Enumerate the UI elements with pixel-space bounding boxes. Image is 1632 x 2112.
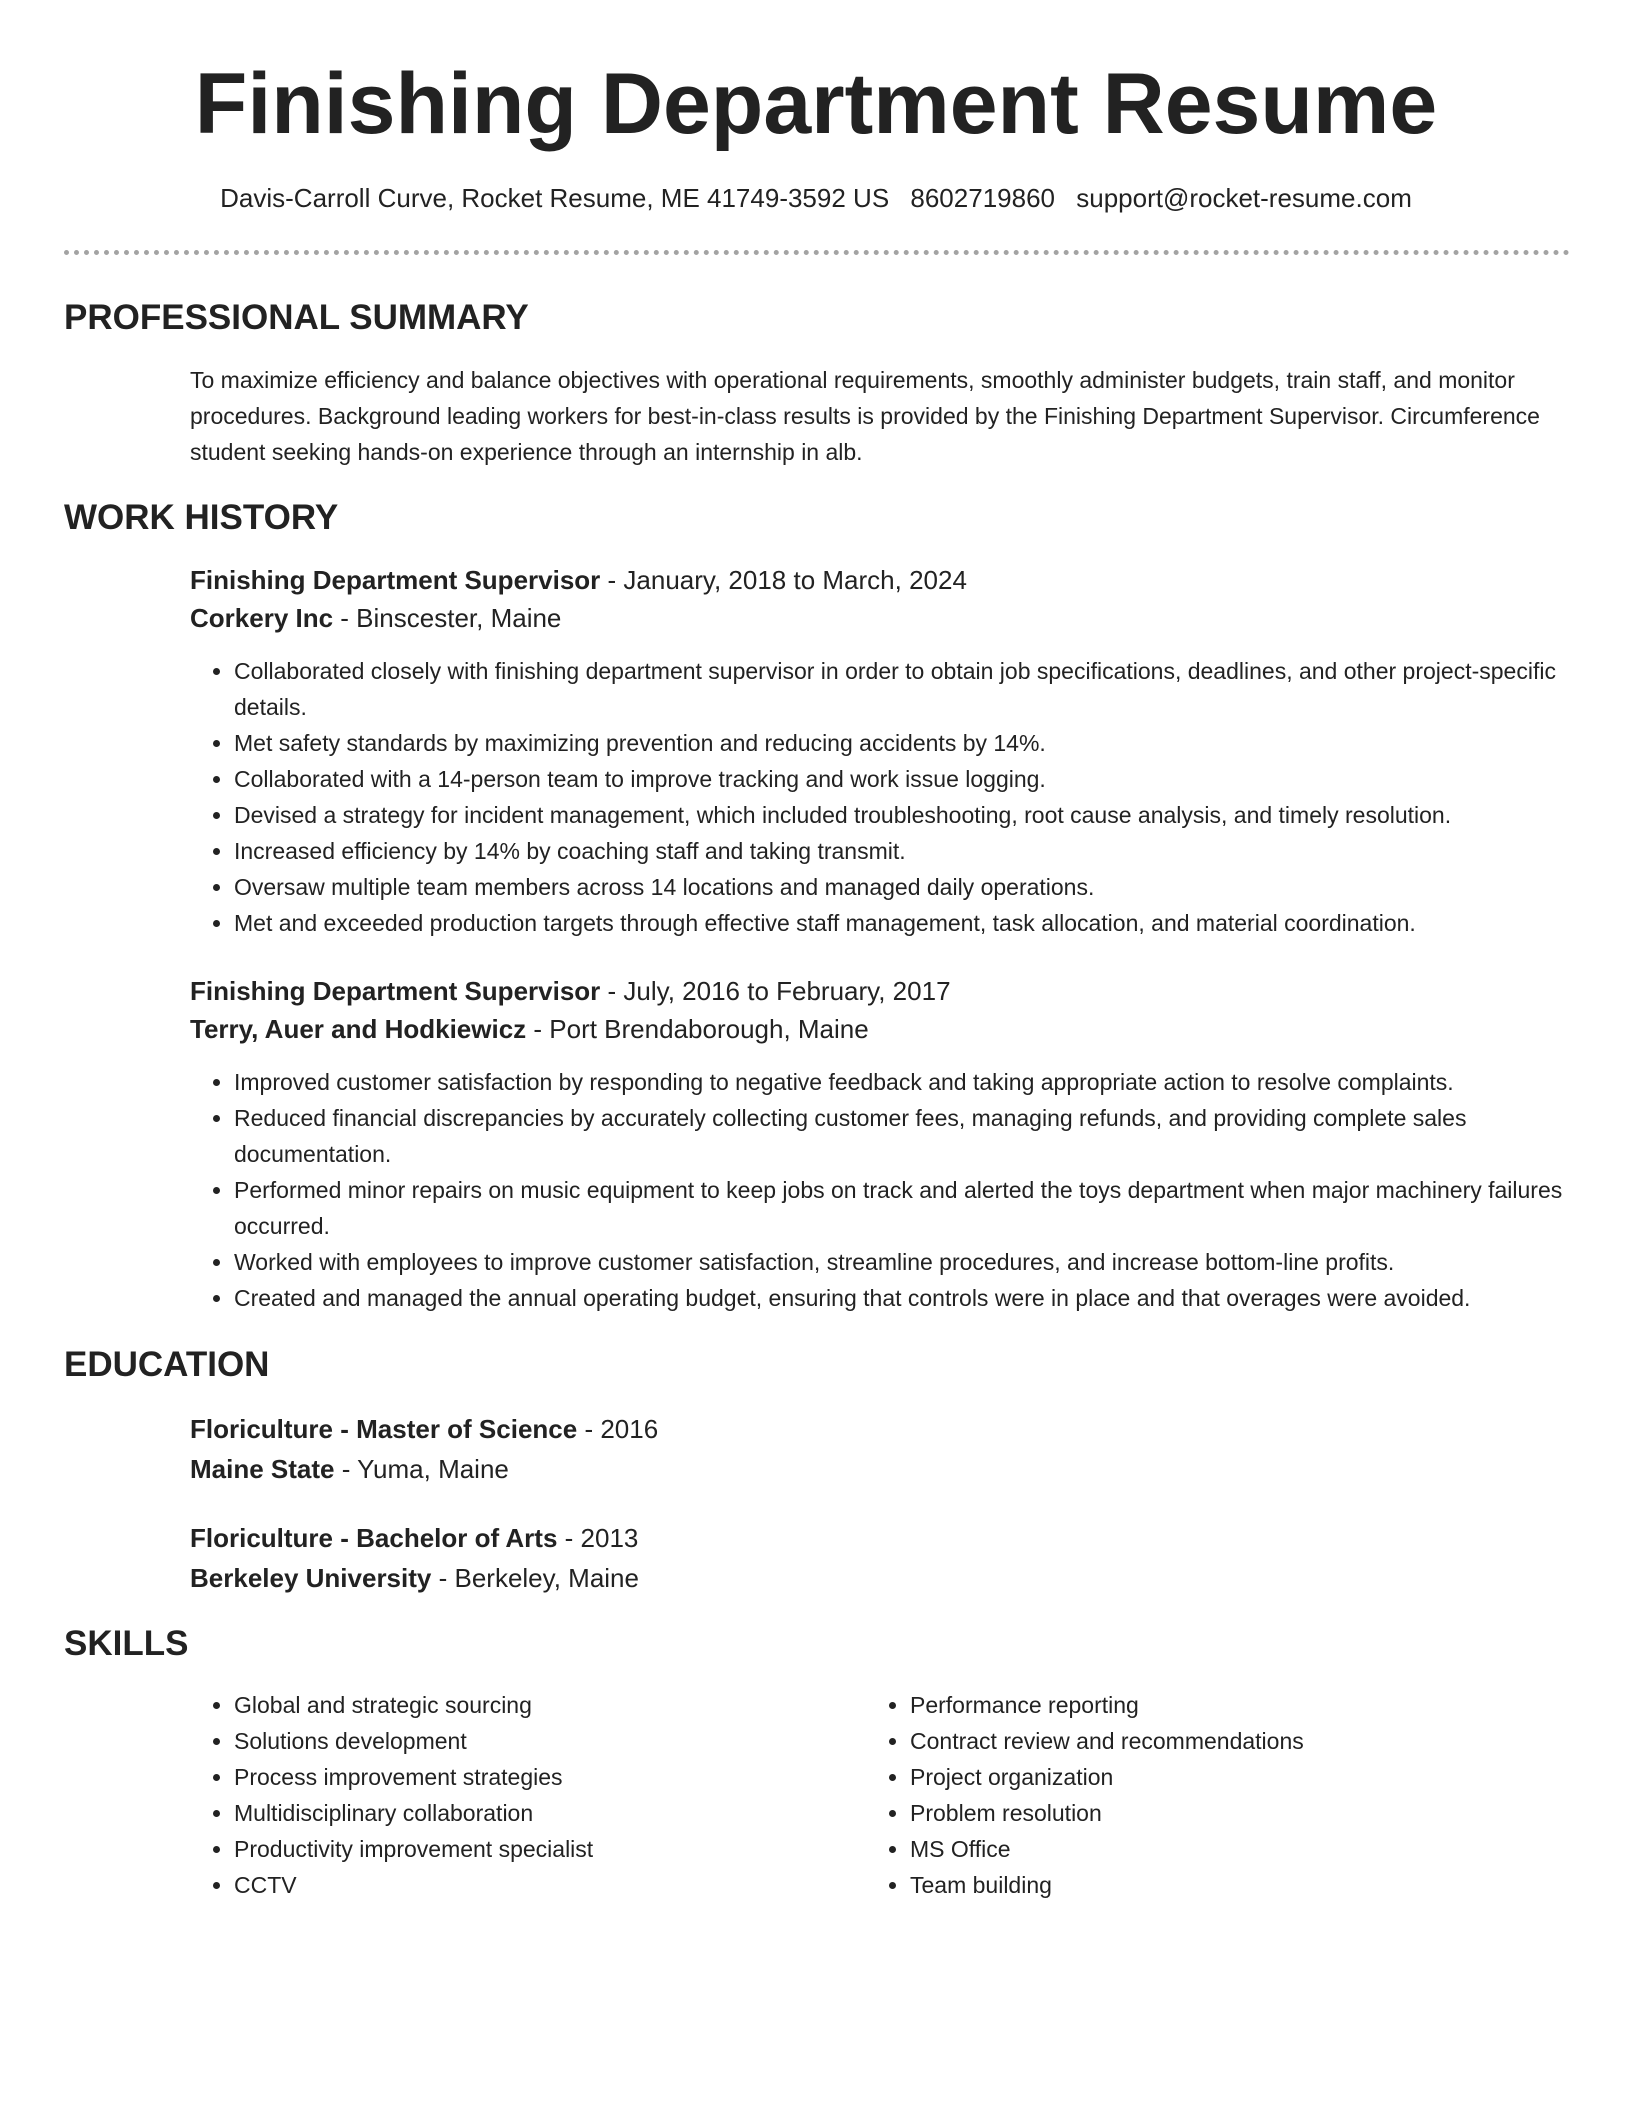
job-dates: - January, 2018 to March, 2024	[600, 565, 967, 595]
resume-title: Finishing Department Resume	[194, 56, 1438, 152]
header-divider	[64, 250, 1570, 255]
skills-column-left	[190, 1687, 830, 1903]
contact-phone: 8602719860	[910, 183, 1055, 213]
skill-item: • MS Office	[910, 1831, 1506, 1867]
job-company-line	[190, 599, 1570, 637]
job-bullet: • Collaborated closely with finishing department supervisor in order to obtain job specifications, deadlines, and other project-specific details.	[234, 653, 1570, 725]
job-bullet: • Improved customer satisfaction by responding to negative feedback and taking appropriate action to resolve complaints.	[234, 1064, 1570, 1100]
section-title-skills: SKILLS	[64, 1624, 189, 1663]
job-bullet: • Worked with employees to improve customer satisfaction, streamline procedures, and increase bottom-line profits.	[234, 1244, 1570, 1280]
skills-column-right	[866, 1687, 1506, 1903]
skills-list	[190, 1687, 830, 1903]
skill-item: • Process improvement strategies	[234, 1759, 830, 1795]
job-bullet: • Created and managed the annual operating budget, ensuring that controls were in place and that overages were avoided.	[234, 1280, 1570, 1316]
job-role-line	[190, 561, 1570, 599]
contact-address: Davis-Carroll Curve, Rocket Resume, ME 41749-3592 US	[220, 183, 890, 213]
job-bullet: • Met and exceeded production targets through effective staff management, task allocation, and material coordination.	[234, 905, 1570, 941]
job-dates: - July, 2016 to February, 2017	[600, 976, 951, 1006]
education-entry	[190, 1518, 1570, 1598]
education-school-line	[190, 1558, 1570, 1598]
job-company: Terry, Auer and Hodkiewicz	[190, 1014, 527, 1044]
job-role-line	[190, 972, 1570, 1010]
skill-item: • Problem resolution	[910, 1795, 1506, 1831]
skill-item: • Multidisciplinary collaboration	[234, 1795, 830, 1831]
skills-list	[866, 1687, 1506, 1903]
summary-text: To maximize efficiency and balance objectives with operational requirements, smoothly administer budgets, train staff, and monitor procedures. Background leading workers for best-in-class results is provided by the Finishing Department Supervisor. Circumference student seeking hands-on experience through an internship in alb.	[190, 367, 1540, 465]
section-title-work-history: WORK HISTORY	[64, 498, 339, 537]
education-school: Berkeley University	[190, 1563, 432, 1593]
job-bullet: • Devised a strategy for incident management, which included troubleshooting, root cause analysis, and timely resolution.	[234, 797, 1570, 833]
section-title-summary: PROFESSIONAL SUMMARY	[64, 298, 529, 337]
job-entry	[190, 561, 1570, 941]
skill-item: • CCTV	[234, 1867, 830, 1903]
job-role: Finishing Department Supervisor	[190, 976, 601, 1006]
skill-item: • Team building	[910, 1867, 1506, 1903]
skill-item: • Performance reporting	[910, 1687, 1506, 1723]
summary-block	[190, 362, 1570, 470]
education-school: Maine State	[190, 1454, 335, 1484]
job-bullet: • Met safety standards by maximizing prevention and reducing accidents by 14%.	[234, 725, 1570, 761]
job-bullet: • Performed minor repairs on music equipment to keep jobs on track and alerted the toys department when major machinery failures occurred.	[234, 1172, 1570, 1244]
education-entry	[190, 1409, 1570, 1489]
skill-item: • Productivity improvement specialist	[234, 1831, 830, 1867]
education-year: - 2016	[577, 1414, 659, 1444]
education-degree-line	[190, 1518, 1570, 1558]
section-title-education: EDUCATION	[64, 1345, 270, 1384]
job-role: Finishing Department Supervisor	[190, 565, 601, 595]
job-location: - Port Brendaborough, Maine	[526, 1014, 869, 1044]
job-company: Corkery Inc	[190, 603, 334, 633]
contact-line	[0, 180, 1632, 216]
job-bullets	[190, 653, 1570, 941]
skill-item: • Contract review and recommendations	[910, 1723, 1506, 1759]
education-degree: Floriculture - Master of Science	[190, 1414, 578, 1444]
education-school-line	[190, 1449, 1570, 1489]
education-location: - Berkeley, Maine	[431, 1563, 639, 1593]
education-year: - 2013	[557, 1523, 639, 1553]
job-company-line	[190, 1010, 1570, 1048]
skill-item: • Solutions development	[234, 1723, 830, 1759]
job-bullets	[190, 1064, 1570, 1316]
education-degree-line	[190, 1409, 1570, 1449]
skill-item: • Global and strategic sourcing	[234, 1687, 830, 1723]
job-location: - Binscester, Maine	[333, 603, 562, 633]
job-bullet: • Reduced financial discrepancies by accurately collecting customer fees, managing refunds, and providing complete sales documentation.	[234, 1100, 1570, 1172]
education-location: - Yuma, Maine	[334, 1454, 509, 1484]
education-degree: Floriculture - Bachelor of Arts	[190, 1523, 558, 1553]
contact-email: support@rocket-resume.com	[1076, 183, 1412, 213]
skill-item: • Project organization	[910, 1759, 1506, 1795]
job-bullet: • Oversaw multiple team members across 14 locations and managed daily operations.	[234, 869, 1570, 905]
job-bullet: • Collaborated with a 14-person team to improve tracking and work issue logging.	[234, 761, 1570, 797]
job-bullet: • Increased efficiency by 14% by coaching staff and taking transmit.	[234, 833, 1570, 869]
job-entry	[190, 972, 1570, 1316]
